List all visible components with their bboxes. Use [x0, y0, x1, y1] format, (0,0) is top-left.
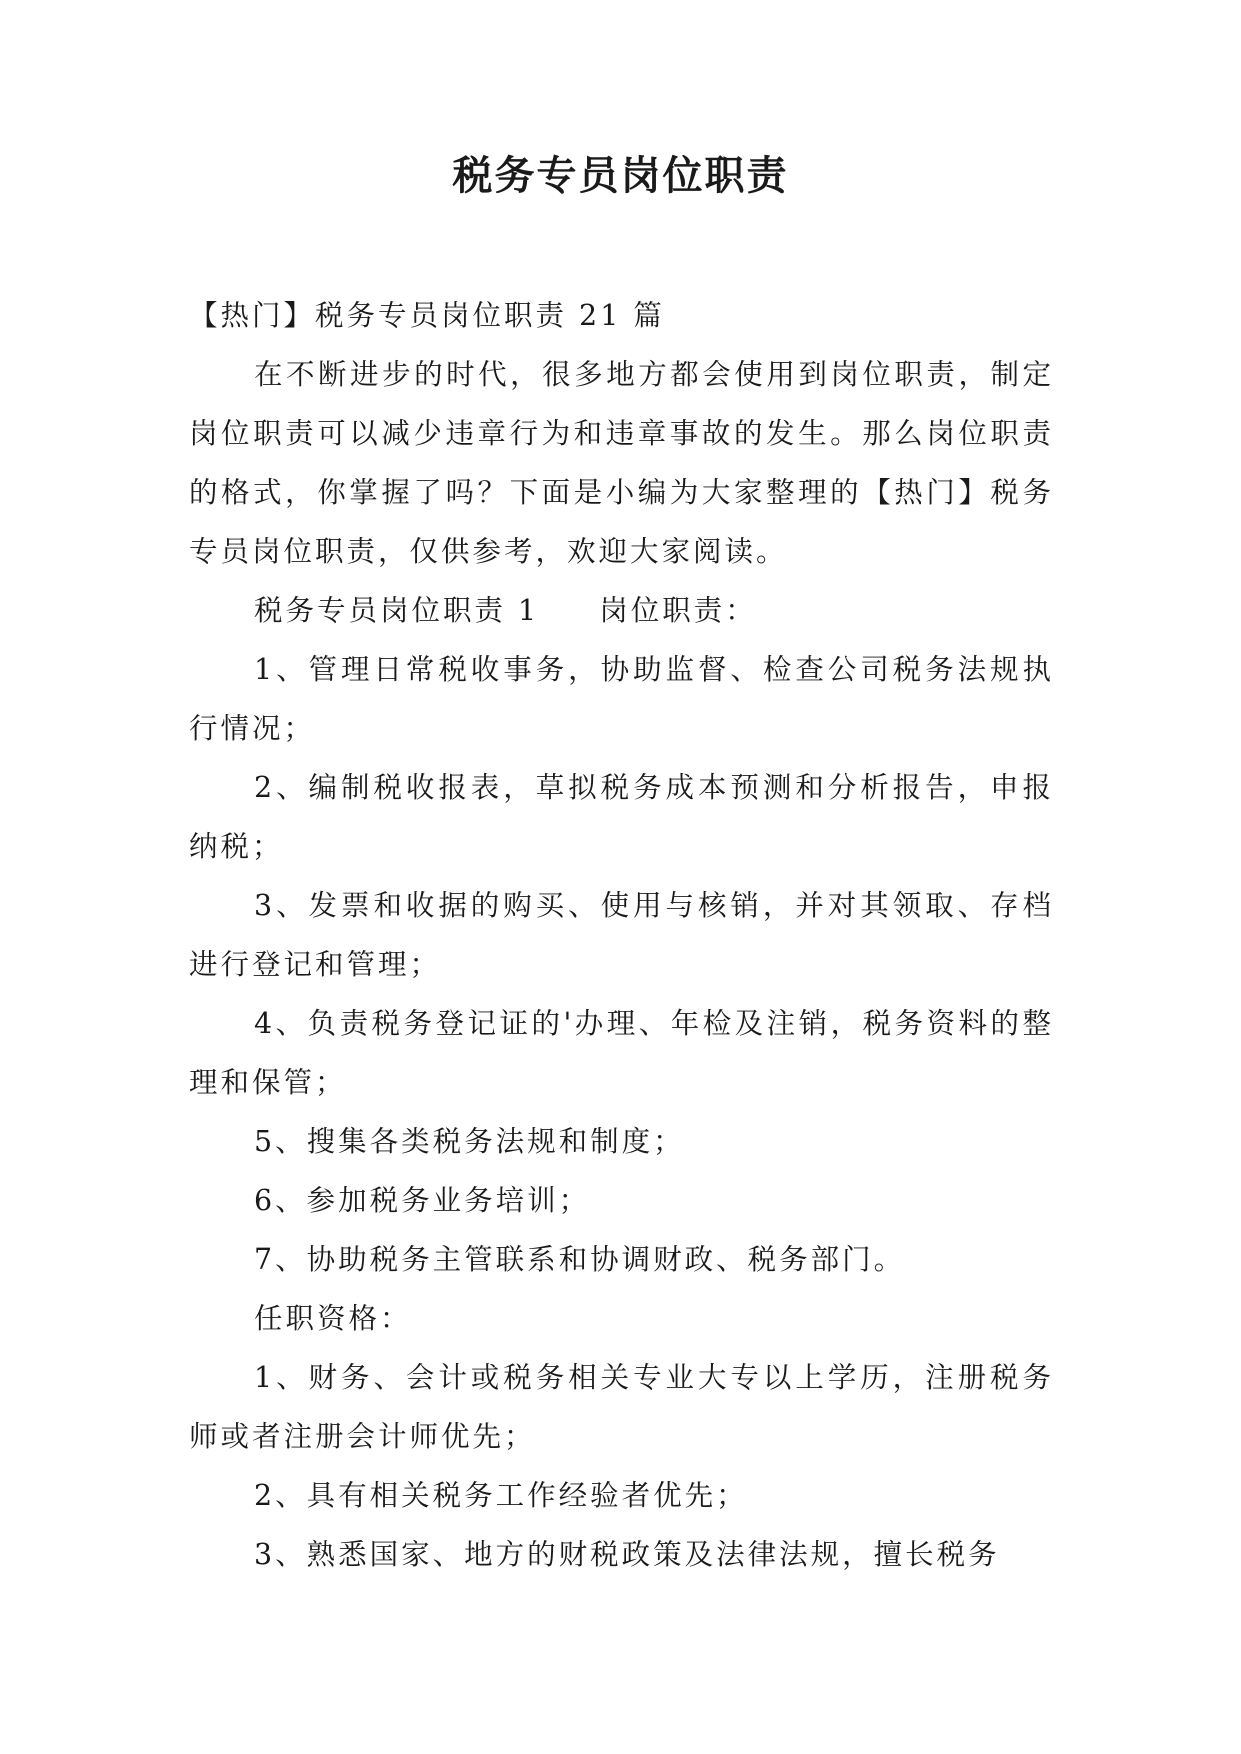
duty-item: 5、搜集各类税务法规和制度； [254, 1125, 685, 1158]
qualification-item: 2、具有相关税务工作经验者优先； [254, 1479, 748, 1512]
duty-item: 2、编制税收报表，草拟税务成本预测和分析报告，申报纳税； [189, 771, 1054, 863]
qualifications-label: 任职资格： [254, 1302, 412, 1335]
duties-label: 岗位职责： [599, 594, 757, 627]
document-title: 税务专员岗位职责 [452, 153, 789, 199]
subtitle-line: 【热门】税务专员岗位职责 21 篇 [189, 299, 665, 332]
document-body [189, 286, 1054, 1584]
duty-item: 1、管理日常税收事务，协助监督、检查公司税务法规执行情况； [189, 653, 1054, 745]
duty-item: 6、参加税务业务培训； [254, 1184, 591, 1217]
section-heading-row [189, 581, 1054, 640]
duty-item: 3、发票和收据的购买、使用与核销，并对其领取、存档进行登记和管理； [189, 889, 1054, 981]
qualification-item: 3、熟悉国家、地方的财税政策及法律法规，擅长税务 [254, 1538, 1000, 1571]
section-heading: 税务专员岗位职责 1 [254, 594, 540, 627]
intro-paragraph: 在不断进步的时代，很多地方都会使用到岗位职责，制定岗位职责可以减少违章行为和违章事故的发生。那么岗位职责的格式，你掌握了吗？下面是小编为大家整理的【热门】税务专员岗位职责，仅供参考，欢迎大家阅读。 [189, 358, 1054, 568]
qualification-item: 1、财务、会计或税务相关专业大专以上学历，注册税务师或者注册会计师优先； [189, 1361, 1054, 1453]
duty-item: 7、协助税务主管联系和协调财政、税务部门。 [254, 1243, 906, 1276]
duty-item: 4、负责税务登记证的'办理、年检及注销，税务资料的整理和保管； [189, 1007, 1054, 1099]
